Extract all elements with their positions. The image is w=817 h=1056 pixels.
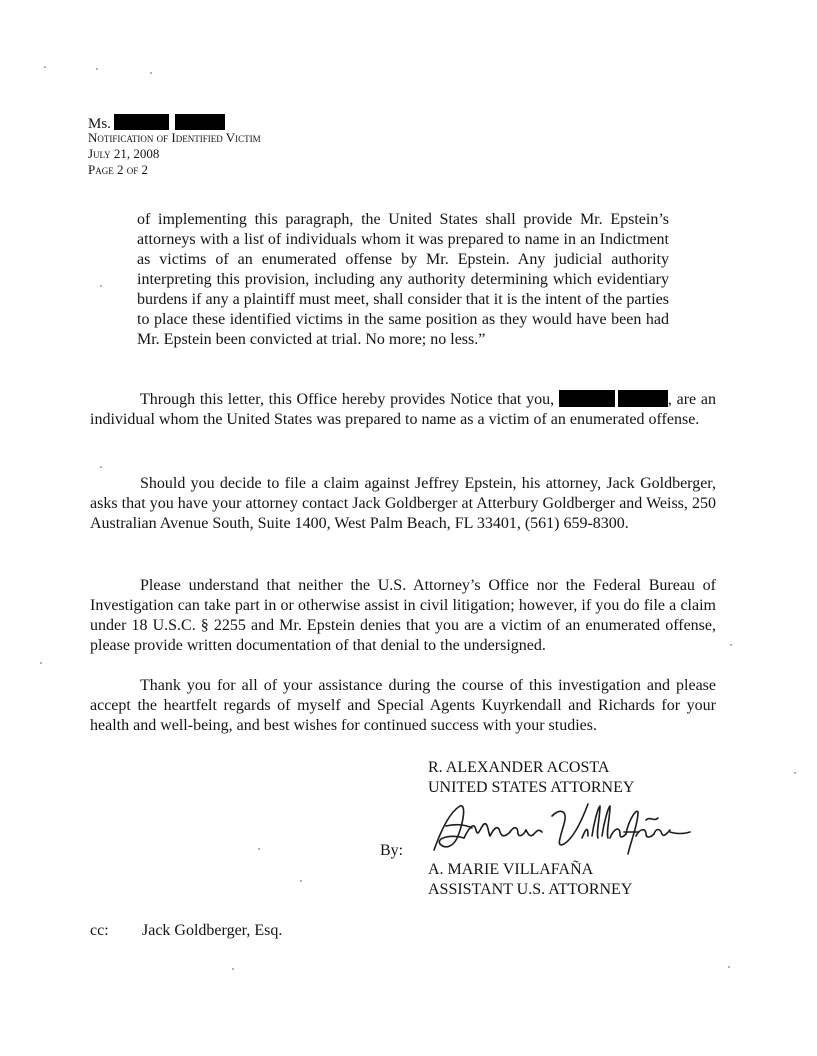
attorney-name: R. ALEXANDER ACOSTA — [428, 759, 610, 776]
attorney-block — [428, 758, 634, 798]
subject-line: Notification of Identified Victim — [88, 130, 261, 145]
attorney-title: UNITED STATES ATTORNEY — [428, 779, 635, 796]
signer-block — [428, 860, 632, 900]
scan-speck — [96, 68, 98, 70]
page-number: Page 2 of 2 — [88, 162, 148, 177]
scan-speck — [730, 644, 732, 646]
by-label: By: — [380, 842, 404, 859]
redaction-victim-last-name — [618, 390, 668, 407]
scan-speck — [100, 285, 102, 287]
scan-speck — [794, 772, 796, 774]
redaction-last-name — [175, 114, 225, 130]
paragraph-civil-litigation: Please understand that neither the U.S. Attorney’s Office nor the Federal Bureau of Investigation can take part in or otherwise assist in civil litigation; however, if you do file a claim under 18 U.S.C. § 2255 and Mr. Epstein denies that you are a victim of an enumerated offense, please provide written documentation of that denial to the undersigned. — [90, 577, 716, 654]
redaction-first-name — [114, 114, 169, 130]
date-line: July 21, 2008 — [88, 146, 160, 161]
scan-speck — [728, 966, 730, 968]
scan-speck — [258, 848, 260, 850]
scan-speck — [300, 880, 302, 882]
scan-speck — [232, 968, 234, 970]
cc-label: cc: — [90, 922, 109, 939]
scan-speck — [100, 466, 102, 468]
notice-text-end: , are an individual whom the United States was prepared to name as a victim of an enumerated offense. — [90, 391, 716, 428]
salutation: Ms. — [88, 116, 111, 132]
paragraph-quoted-provision: of implementing this paragraph, the United States shall provide Mr. Epstein’s attorneys with a list of individuals whom it was prepared to name in an Indictment as victims of an enumerated offense by Mr. Epstein. Any judicial authority interpreting this provision, including any authority determining which evidentiary burdens if any a plaintiff must meet, shall consider that it is the intent of the parties to place these identified victims in the same position as they would have been had Mr. Epstein been convicted at trial. No more; no less.” — [137, 211, 669, 348]
salutation-line — [88, 114, 261, 130]
scan-speck — [44, 66, 46, 68]
handwritten-signature-image — [424, 798, 694, 860]
signer-title: ASSISTANT U.S. ATTORNEY — [428, 881, 633, 898]
letter-header — [88, 114, 261, 178]
signer-name: A. MARIE VILLAFAÑA — [428, 861, 594, 878]
redaction-victim-first-name — [559, 390, 615, 407]
notice-text-start: Through this letter, this Office hereby provides Notice that you, — [140, 391, 555, 408]
scan-speck — [40, 662, 42, 664]
paragraph-claim-contact: Should you decide to file a claim against Jeffrey Epstein, his attorney, Jack Goldberger, asks that you have your attorney contact Jack Goldberger at Atterbury Goldberger and Weiss, 250 Australian Avenue South, Suite 1400, West Palm Beach, FL 33401, (561) 659-8300. — [90, 475, 716, 532]
paragraph-thank-you: Thank you for all of your assistance during the course of this investigation and please accept the heartfelt regards of myself and Special Agents Kuyrkendall and Richards for your health and well-being, and best wishes for continued success with your studies. — [90, 677, 716, 734]
scan-speck — [150, 72, 152, 74]
cc-recipient: Jack Goldberger, Esq. — [142, 922, 283, 939]
paragraph-notice — [90, 390, 716, 430]
